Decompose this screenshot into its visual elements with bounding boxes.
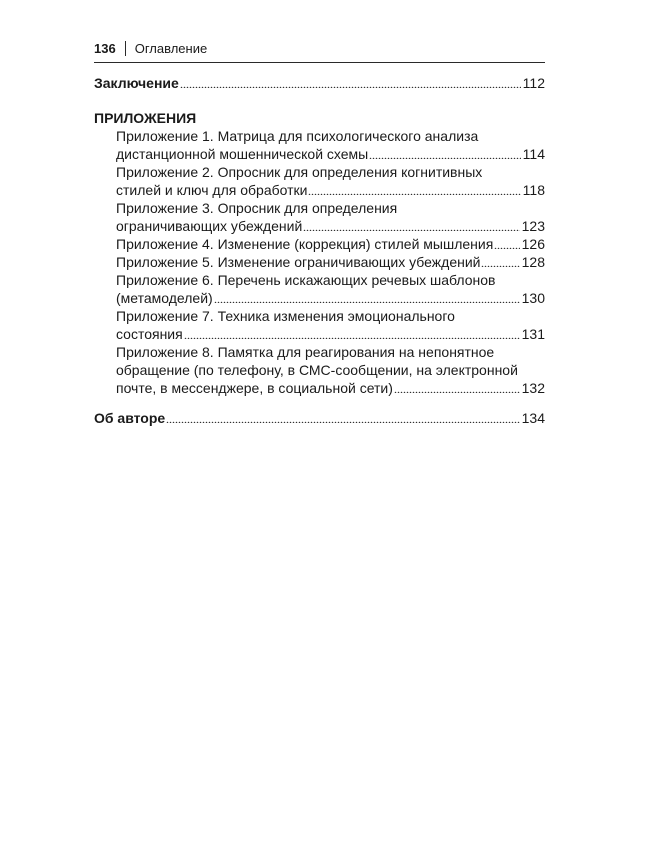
dot-leader [166, 411, 519, 423]
toc-entry-line: Приложение 3. Опросник для определения [116, 200, 398, 216]
section-title: Оглавление [134, 41, 208, 56]
toc-entry-line: Приложение 6. Перечень искажающих речевых шаблонов [116, 272, 496, 288]
toc-entry-about-author[interactable] [94, 409, 545, 427]
toc-entry-appendix-3[interactable] [94, 199, 545, 235]
toc-entry-line: состояния [116, 326, 183, 342]
toc-entry-page: 114 [522, 146, 545, 162]
toc-entry-appendix-7[interactable] [94, 307, 545, 343]
toc-entry-line: Приложение 7. Техника изменения эмоционального [116, 308, 455, 324]
appendices-heading: ПРИЛОЖЕНИЯ [94, 110, 197, 126]
header-divider [125, 41, 126, 56]
toc-entry-page: 132 [521, 380, 545, 396]
dot-leader [214, 291, 520, 303]
toc-entry-line: Приложение 4. Изменение (коррекция) стилей мышления [116, 236, 494, 252]
dot-leader [184, 327, 520, 339]
toc-entry-appendix-2[interactable] [94, 163, 545, 199]
toc-entry-line: Приложение 5. Изменение ограничивающих убеждений [116, 254, 481, 270]
dot-leader [369, 147, 520, 159]
table-of-contents [94, 74, 545, 427]
page-number: 136 [94, 41, 116, 56]
dot-leader [303, 219, 519, 231]
toc-entry-appendix-4[interactable] [94, 235, 545, 253]
toc-entry-page: 131 [521, 326, 545, 342]
toc-entry-line: дистанционной мошеннической схемы [116, 146, 369, 162]
toc-entry-line: стилей и ключ для обработки [116, 182, 308, 198]
toc-entry-conclusion[interactable] [94, 74, 545, 92]
toc-entry-page: 128 [521, 254, 545, 270]
toc-entry-line: Приложение 2. Опросник для определения когнитивных [116, 164, 483, 180]
toc-entry-label: Заключение [94, 75, 179, 91]
dot-leader [494, 237, 519, 249]
toc-entry-line: обращение (по телефону, в СМС-сообщении, на электронной [116, 362, 518, 378]
toc-entry-page: 123 [521, 218, 545, 234]
toc-entry-line: Приложение 8. Памятка для реагирования на непонятное [116, 344, 495, 360]
dot-leader [180, 76, 521, 88]
toc-entry-appendix-1[interactable] [94, 127, 545, 163]
toc-entry-page: 134 [521, 410, 545, 426]
dot-leader [481, 255, 519, 267]
running-head [94, 40, 545, 63]
dot-leader [308, 183, 520, 195]
toc-entry-page: 118 [522, 182, 545, 198]
toc-entry-line: почте, в мессенджере, в социальной сети) [116, 380, 393, 396]
dot-leader [394, 381, 520, 393]
toc-entry-appendix-5[interactable] [94, 253, 545, 271]
toc-entry-line: Приложение 1. Матрица для психологического анализа [116, 128, 479, 144]
toc-entry-appendix-6[interactable] [94, 271, 545, 307]
toc-entry-label: Об авторе [94, 410, 166, 426]
toc-entry-line: (метамоделей) [116, 290, 213, 306]
toc-entry-page: 126 [521, 236, 545, 252]
toc-entry-page: 130 [521, 290, 545, 306]
toc-entry-appendix-8[interactable] [94, 343, 545, 397]
toc-entry-page: 112 [522, 75, 545, 91]
toc-entry-line: ограничивающих убеждений [116, 218, 303, 234]
